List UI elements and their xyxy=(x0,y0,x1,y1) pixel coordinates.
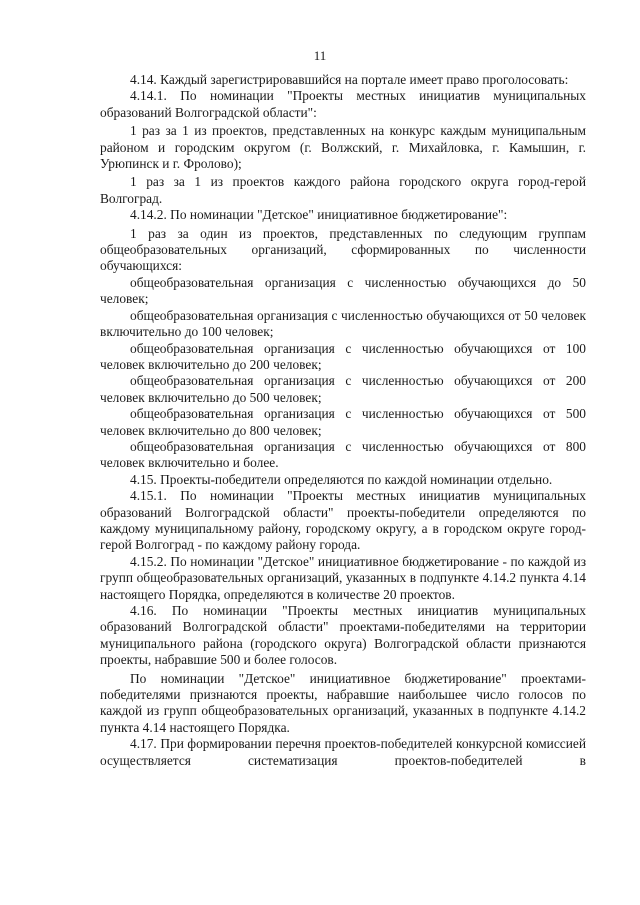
list-item-group-3: общеобразовательная организация с численностью обучающихся от 100 человек включительно до 200 человек; xyxy=(100,340,586,372)
list-item-group-6: общеобразовательная организация с численностью обучающихся от 800 человек включительно и более. xyxy=(100,438,586,471)
paragraph-4-15-2: 4.15.2. По номинации "Детское" инициативное бюджетирование - по каждой из групп общеобразовательных организаций, указанных в подпункте 4.14.2 пункта 4.14 настоящего Порядка, определяются в количестве 20 проектов. xyxy=(100,553,586,602)
paragraph-4-14-2: 4.14.2. По номинации "Детское" инициативное бюджетирование": xyxy=(130,207,508,223)
list-item-group-2: общеобразовательная организация с численностью обучающихся от 50 человек включительно до 100 человек; xyxy=(100,307,586,340)
paragraph-vote-schools: 1 раз за один из проектов, представленных по следующим группам общеобразовательных организаций, сформированных по численности обучающихся: xyxy=(100,225,586,274)
list-item-group-5: общеобразовательная организация с численностью обучающихся от 500 человек включительно до 800 человек; xyxy=(100,406,586,438)
list-item-group-1: общеобразовательная организация с численностью обучающихся до 50 человек; xyxy=(100,274,586,307)
list-item-group-4: общеобразовательная организация с численностью обучающихся от 200 человек включительно до 500 человек; xyxy=(100,373,586,405)
paragraph-4-14-1: 4.14.1. По номинации "Проекты местных инициатив муниципальных образований Волгоградской области": xyxy=(100,88,586,120)
paragraph-children-winners: По номинации "Детское" инициативное бюджетирование" проектами-победителями признаются проекты, набравшие наибольшее число голосов по каждой из групп общеобразовательных организаций, указанных в подпункте 4.14.2 пункта 4.14 настоящего Порядка. xyxy=(100,670,586,735)
paragraph-4-14: 4.14. Каждый зарегистрировавшийся на портале имеет право проголосовать: xyxy=(130,72,569,87)
paragraph-4-15-1: 4.15.1. По номинации "Проекты местных инициатив муниципальных образований Волгоградской области" проекты-победители определяются по каждому муниципальному району, городскому округу, а в городском округе город-герой Волгоград - по каждому району города. xyxy=(100,488,586,553)
paragraph-4-16: 4.16. По номинации "Проекты местных инициатив муниципальных образований Волгоградской области" проектами-победителями на территории муниципального района (городского округа) Волгоградской области признаются проекты, набравшие 500 и более голосов. xyxy=(100,603,586,668)
page-number: 11 xyxy=(313,48,327,63)
paragraph-vote-volgograd: 1 раз за 1 из проектов каждого района городского округа город-герой Волгоград. xyxy=(100,174,586,206)
document-body xyxy=(100,72,586,769)
paragraph-vote-municipal: 1 раз за 1 из проектов, представленных на конкурс каждым муниципальным районом и городским округом (г. Волжский, г. Михайловка, г. Камышин, г. Урюпинск и г. Фролово); xyxy=(100,123,586,172)
paragraph-4-17: 4.17. При формировании перечня проектов-победителей конкурсной комиссией осуществляется систематизация проектов-победителей в xyxy=(100,736,586,768)
paragraph-4-15: 4.15. Проекты-победители определяются по каждой номинации отдельно. xyxy=(130,471,553,487)
